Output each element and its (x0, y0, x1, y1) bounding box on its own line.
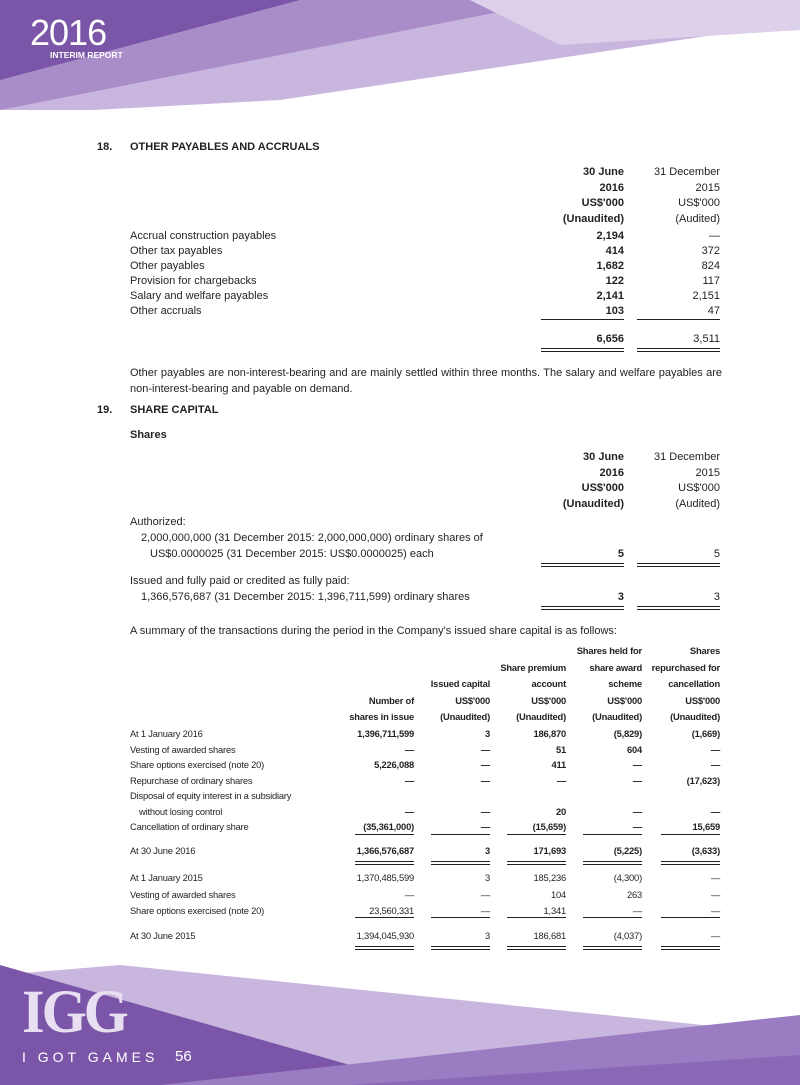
movement-cell: — (480, 805, 490, 817)
movement-cell: 5,226,088 (374, 759, 414, 770)
movement-cell: — (480, 905, 490, 916)
movement-cell: 186,681 (533, 930, 566, 941)
s18-row-label: Other payables (130, 260, 205, 272)
section-18-number: 18. (97, 141, 113, 153)
movement-cell: 1,394,045,930 (356, 930, 414, 941)
movement-header-cell: Number of (368, 694, 414, 706)
s18-row-v2: — (709, 230, 720, 242)
movement-rule (355, 834, 414, 835)
page-number: 56 (175, 1048, 192, 1065)
issued-v2: 3 (713, 591, 720, 603)
movement-row-label: Share options exercised (note 20) (130, 905, 265, 916)
s18-row-label: Accrual construction payables (130, 230, 277, 242)
movement-header-cell: Share premium (500, 661, 566, 673)
movement-cell: (5,225) (613, 845, 642, 856)
movement-header-cell: Shares (689, 645, 720, 656)
movement-cell: (35,361,000) (363, 821, 414, 832)
movement-cell: (4,037) (613, 930, 642, 941)
issued-label: Issued and fully paid or credited as fully paid: (130, 575, 350, 587)
s19-double-rule (541, 563, 624, 567)
movement-cell: 1,370,485,599 (356, 872, 414, 883)
movement-cell: 20 (555, 805, 566, 817)
section-18-title: OTHER PAYABLES AND ACCRUALS (130, 141, 320, 153)
authorized-line2: US$0.0000025 (31 December 2015: US$0.0000025) each (150, 548, 434, 560)
issued-v1: 3 (617, 591, 624, 603)
movement-cell: 3 (484, 930, 490, 941)
movement-row-label: Vesting of awarded shares (130, 743, 236, 755)
movement-cell: — (404, 774, 414, 786)
movement-header-cell: Issued capital (430, 678, 490, 689)
igg-tagline: I GOT GAMES (22, 1049, 159, 1065)
s18-row-v2: 117 (702, 275, 720, 287)
s18-col2-header: 31 December 2015 US$'000 (Audited) (653, 166, 720, 225)
movement-rule (583, 834, 642, 835)
movement-cell: — (556, 774, 566, 786)
movement-cell: — (632, 774, 642, 786)
movement-double-rule (507, 861, 566, 865)
movement-cell: 3 (484, 872, 490, 883)
movement-cell: 185,236 (533, 872, 566, 883)
s18-row-v1: 2,141 (596, 290, 624, 302)
s18-col1-header: 30 June 2016 US$'000 (Unaudited) (562, 166, 624, 225)
section-19-number: 19. (97, 404, 113, 416)
movement-double-rule (355, 946, 414, 950)
movement-header-cell: (Unaudited) (592, 711, 642, 722)
s18-rule (541, 319, 624, 320)
s18-row-label: Salary and welfare payables (130, 290, 269, 302)
movement-double-rule (431, 861, 490, 865)
movement-row-label: Share options exercised (note 20) (130, 759, 265, 770)
movement-cell: — (404, 805, 414, 817)
movement-cell: (17,623) (686, 774, 720, 786)
movement-cell: (5,829) (613, 728, 642, 739)
movement-row-label: At 1 January 2015 (130, 872, 203, 883)
movement-row-label: Repurchase of ordinary shares (130, 774, 253, 786)
report-year: 2016 (30, 12, 107, 53)
movement-cell: (4,300) (613, 872, 642, 883)
movement-header-cell: repurchased for (651, 661, 720, 673)
s19-double-rule (541, 606, 624, 610)
movement-cell: 15,659 (692, 821, 720, 832)
authorized-line1: 2,000,000,000 (31 December 2015: 2,000,000,000) ordinary shares of (141, 532, 483, 544)
s18-row-v2: 2,151 (692, 290, 720, 302)
movement-rule (431, 834, 490, 835)
s19-double-rule (637, 606, 720, 610)
movement-cell: — (710, 930, 720, 941)
s19-col2-header: 31 December 2015 US$'000 (Audited) (653, 451, 720, 510)
movement-header-cell: share award (589, 661, 642, 673)
s18-double-rule (541, 348, 624, 352)
movement-header-cell: scheme (608, 678, 642, 689)
report-title: INTERIM REPORT (50, 50, 123, 60)
movement-double-rule (431, 946, 490, 950)
movement-cell: 1,396,711,599 (357, 728, 414, 739)
movement-cell: (15,659) (532, 821, 566, 832)
movement-rule (507, 917, 566, 918)
section-19-subtitle: Shares (130, 429, 167, 441)
movement-cell: — (632, 821, 642, 832)
s18-row-v2: 824 (701, 260, 720, 272)
movement-rule (661, 834, 720, 835)
s18-total-v2: 3,511 (693, 333, 720, 345)
s18-row-v1: 122 (605, 275, 624, 287)
movement-cell: 1,366,576,687 (356, 845, 414, 856)
movement-cell: 23,560,331 (369, 905, 414, 916)
movement-cell: (3,633) (691, 845, 720, 856)
s18-total-v1: 6,656 (596, 333, 624, 345)
s18-row-v1: 1,682 (596, 260, 624, 272)
movement-row-label: Cancellation of ordinary share (130, 821, 249, 832)
movement-header-cell: US$'000 (685, 694, 720, 706)
movement-rule (583, 917, 642, 918)
movement-cell: 1,341 (543, 905, 566, 916)
movement-cell: 186,870 (533, 728, 566, 739)
movement-cell: 3 (484, 845, 490, 856)
s18-row-label: Provision for chargebacks (130, 275, 257, 287)
section-19-title: SHARE CAPITAL (130, 404, 219, 416)
issued-line: 1,366,576,687 (31 December 2015: 1,396,711,599) ordinary shares (141, 591, 470, 603)
movement-cell: — (632, 805, 642, 817)
movement-cell: (1,669) (691, 728, 720, 739)
movement-cell: — (632, 905, 642, 916)
movement-header-cell: account (531, 678, 566, 689)
movement-cell: 263 (626, 888, 642, 900)
movement-cell: — (480, 774, 490, 786)
movement-cell: — (480, 743, 490, 755)
movement-cell: — (710, 759, 720, 770)
movement-double-rule (661, 946, 720, 950)
movement-header-cell: (Unaudited) (516, 711, 566, 722)
movement-double-rule (583, 861, 642, 865)
summary-text: A summary of the transactions during the period in the Company's issued share capital is as follows: (130, 625, 617, 637)
s18-row-v2: 372 (701, 245, 720, 257)
movement-double-rule (583, 946, 642, 950)
movement-double-rule (661, 861, 720, 865)
movement-rule (355, 917, 414, 918)
authorized-label: Authorized: (130, 516, 186, 528)
movement-cell: 104 (550, 888, 566, 900)
movement-header-cell: US$'000 (455, 694, 490, 706)
movement-cell: 171,693 (533, 845, 566, 856)
s19-double-rule (637, 563, 720, 567)
movement-row-label: without losing control (139, 805, 223, 817)
movement-cell: — (710, 805, 720, 817)
movement-header-cell: US$'000 (531, 694, 566, 706)
movement-header-cell: Shares held for (576, 645, 642, 656)
movement-cell: — (480, 888, 490, 900)
movement-double-rule (507, 946, 566, 950)
movement-cell: — (710, 905, 720, 916)
movement-rule (661, 917, 720, 918)
movement-row-label: At 1 January 2016 (130, 728, 203, 739)
s18-row-v1: 414 (605, 245, 624, 257)
s18-row-label: Other accruals (130, 305, 202, 317)
s18-note: Other payables are non-interest-bearing and are mainly settled within three months. The salary and welfare payables are non-interest-bearing and payable on demand. (130, 367, 722, 395)
movement-cell: — (710, 888, 720, 900)
movement-row-label: Vesting of awarded shares (130, 888, 236, 900)
s19-col1-header: 30 June 2016 US$'000 (Unaudited) (562, 451, 624, 510)
movement-rule (431, 917, 490, 918)
movement-cell: — (404, 888, 414, 900)
movement-cell: — (404, 743, 414, 755)
movement-rule (507, 834, 566, 835)
movement-row-label: At 30 June 2015 (130, 930, 196, 941)
movement-header-cell: (Unaudited) (670, 711, 720, 722)
igg-logo: IGG (22, 977, 126, 1046)
movement-cell: — (632, 759, 642, 770)
movement-header-cell: (Unaudited) (440, 711, 490, 722)
movement-cell: 411 (551, 759, 566, 770)
s18-row-label: Other tax payables (130, 245, 223, 257)
movement-cell: — (480, 759, 490, 770)
s18-row-v1: 103 (605, 305, 624, 317)
s18-double-rule (637, 348, 720, 352)
movement-row-label: Disposal of equity interest in a subsidiary (130, 790, 292, 801)
movement-header-cell: cancellation (668, 678, 720, 689)
movement-cell: — (710, 743, 720, 755)
movement-row-label: At 30 June 2016 (130, 845, 196, 856)
authorized-v2: 5 (713, 548, 720, 560)
movement-cell: 604 (626, 743, 642, 755)
s18-rule (637, 319, 720, 320)
movement-cell: — (480, 821, 490, 832)
s18-row-v2: 47 (707, 305, 720, 317)
movement-header-cell: shares in issue (349, 711, 414, 722)
movement-cell: — (710, 872, 720, 883)
movement-cell: 3 (484, 728, 490, 739)
s18-row-v1: 2,194 (596, 230, 624, 242)
movement-header-cell: US$'000 (607, 694, 642, 706)
authorized-v1: 5 (617, 548, 624, 560)
movement-cell: 51 (555, 743, 566, 755)
movement-double-rule (355, 861, 414, 865)
